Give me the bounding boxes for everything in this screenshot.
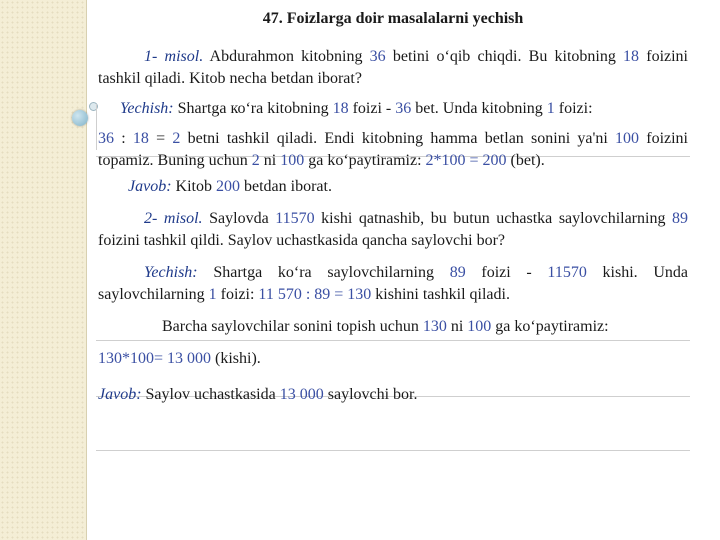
text: Saylovda <box>202 210 276 227</box>
text: : <box>114 130 133 147</box>
solution-2-label: Yechish: <box>144 264 198 281</box>
text: Saylov uchastkasida <box>141 386 280 403</box>
large-circle-ornament <box>72 110 88 126</box>
text: Barcha saylovchilar sonini topish uchun <box>162 318 423 335</box>
number: 18 <box>623 48 640 65</box>
answer-1 <box>98 176 688 198</box>
text: Kitob <box>171 178 216 195</box>
number: 11570 <box>275 210 315 227</box>
number: 11570 <box>547 264 587 281</box>
text: Abdurahmon kitobning <box>203 48 370 65</box>
page-content <box>98 8 688 414</box>
solution-1-calculation <box>98 128 688 172</box>
number: 1 <box>208 286 217 303</box>
text: foizi: <box>216 286 259 303</box>
number: 100 <box>615 130 640 147</box>
number: 2 <box>172 130 181 147</box>
answer-2 <box>98 384 688 406</box>
text: foizini tashkil qildi. Saylov uchastkasida qancha saylovchi bor? <box>98 232 506 249</box>
text: (bet). <box>506 152 545 169</box>
text: Shartga ko‘ra saylovchilarning <box>197 264 450 281</box>
solution-1 <box>98 98 688 120</box>
text: betni tashkil qiladi. Endi kitobning hamma betlan sonini ya'ni <box>180 130 616 147</box>
decorative-side-band <box>0 0 86 540</box>
text: ni <box>259 152 281 169</box>
number: 130*100= <box>98 350 168 367</box>
solution-1-label: Yechish: <box>120 100 174 117</box>
text: saylovchi bor. <box>323 386 418 403</box>
page-title: 47. Foizlarga doir masalalarni yechish <box>262 10 524 27</box>
text: kishi. Unda saylovchilarning <box>98 264 688 303</box>
number: 2*100 = 200 <box>425 152 507 169</box>
number: 36 <box>369 48 386 65</box>
number: 89 <box>449 264 466 281</box>
text: Shartga ко‘ra kitobning <box>173 100 333 117</box>
text: betini o‘qib chiqdi. Bu kitobning <box>385 48 624 65</box>
number: 18 <box>332 100 349 117</box>
text: kishi qatnashib, bu butun uchastka saylovchilarning <box>314 210 673 227</box>
text: kishini tashkil qiladi. <box>371 286 510 303</box>
number: 89 <box>672 210 689 227</box>
answer-1-label: Javob: <box>128 178 172 195</box>
text: foizi - <box>348 100 396 117</box>
text: ga ko‘paytiramiz: <box>304 152 426 169</box>
number: 2 <box>251 152 260 169</box>
example-2 <box>98 208 688 252</box>
answer-2-label: Javob: <box>98 386 142 403</box>
text: bet. Unda kitobning <box>411 100 547 117</box>
frame-line-5 <box>96 450 690 451</box>
number: 36 <box>395 100 412 117</box>
text: foizini tashkil qiladi. Kitob necha betdan iborat? <box>98 48 689 87</box>
text: ga ko‘paytiramiz: <box>491 318 609 335</box>
solution-2 <box>98 262 688 306</box>
text: (kishi). <box>211 350 261 367</box>
number: 36 <box>98 130 114 147</box>
example-2-label: 2- misol. <box>144 210 203 227</box>
number: 100 <box>467 318 492 335</box>
example-1-label: 1- misol. <box>144 48 204 65</box>
text: foizi - <box>465 264 548 281</box>
solution-2-calculation <box>98 348 688 370</box>
number: 100 <box>280 152 305 169</box>
text: betdan iborat. <box>239 178 332 195</box>
text: = <box>148 130 173 147</box>
text: foizi: <box>554 100 593 117</box>
example-1 <box>98 46 688 90</box>
text: foizini topamiz. Buning uchun <box>98 130 689 169</box>
number: 1 <box>546 100 555 117</box>
number: 11 570 : 89 = 130 <box>258 286 372 303</box>
number: 18 <box>132 130 149 147</box>
number: 200 <box>215 178 240 195</box>
number: 130 <box>422 318 447 335</box>
solution-2-step <box>98 316 688 338</box>
number: 13 000 <box>279 386 324 403</box>
text: ni <box>446 318 468 335</box>
number: 13 000 <box>167 350 212 367</box>
side-band-border <box>86 0 87 540</box>
